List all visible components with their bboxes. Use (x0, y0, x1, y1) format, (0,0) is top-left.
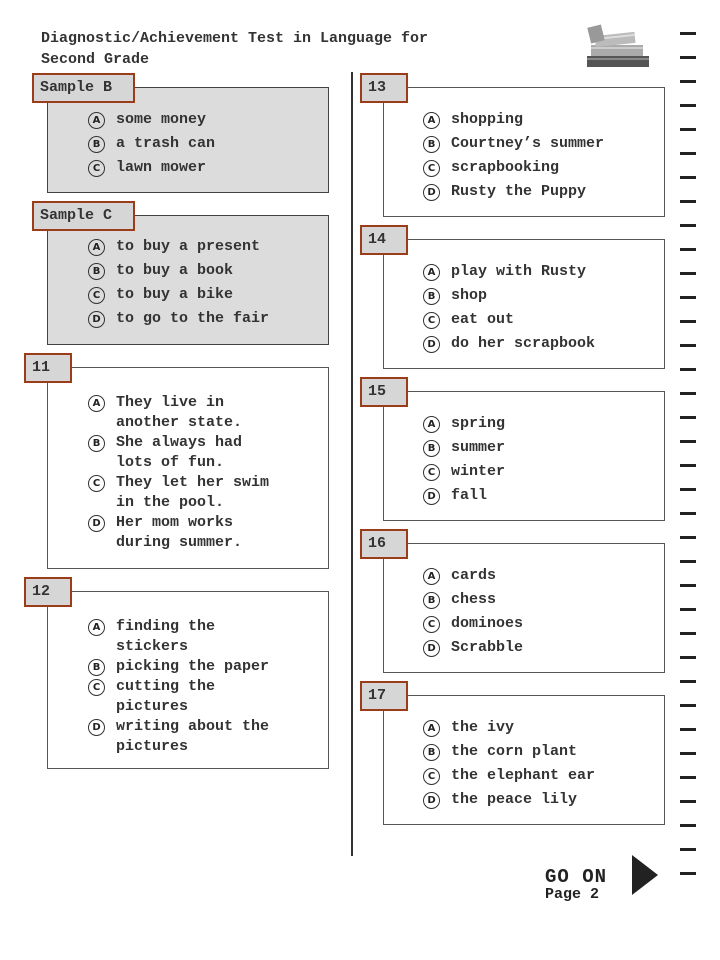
answer-bubble-d[interactable]: D (88, 311, 105, 328)
answer-bubble-c[interactable]: C (423, 616, 440, 633)
answer-text: to go to the fair (116, 310, 270, 327)
options-17 (423, 718, 595, 814)
answer-text: eat out (451, 311, 515, 328)
answer-option-d[interactable] (423, 486, 505, 506)
answer-bubble-b[interactable]: B (88, 435, 105, 452)
answer-option-b[interactable] (423, 590, 523, 610)
margin-tick (680, 752, 696, 755)
answer-bubble-a[interactable]: A (423, 264, 440, 281)
answer-text: to buy a book (116, 262, 234, 279)
answer-option-d[interactable] (423, 790, 595, 810)
answer-bubble-c[interactable]: C (88, 160, 105, 177)
margin-tick (680, 224, 696, 227)
answer-bubble-a[interactable]: A (88, 112, 105, 129)
answer-bubble-b[interactable]: B (423, 744, 440, 761)
margin-tick (680, 632, 696, 635)
question-label-15: 15 (360, 377, 408, 407)
arrow-right-icon[interactable] (632, 855, 658, 895)
question-label-11: 11 (24, 353, 72, 383)
answer-bubble-d[interactable]: D (423, 336, 440, 353)
answer-text: scrapbooking (451, 159, 560, 176)
answer-text: finding the stickers (116, 618, 216, 655)
answer-option-b[interactable] (88, 433, 269, 473)
question-label-sample-c: Sample C (32, 201, 135, 231)
margin-tick (680, 296, 696, 299)
answer-text: a trash can (116, 135, 216, 152)
margin-tick (680, 872, 696, 875)
answer-option-a[interactable] (88, 110, 215, 130)
answer-bubble-c[interactable]: C (88, 475, 105, 492)
answer-bubble-c[interactable]: C (423, 160, 440, 177)
answer-bubble-a[interactable]: A (88, 619, 105, 636)
answer-text: They live in another state. (116, 394, 243, 431)
answer-option-b[interactable] (88, 261, 269, 281)
answer-text: Scrabble (451, 639, 524, 656)
options-13 (423, 110, 604, 206)
answer-text: spring (451, 415, 506, 432)
answer-bubble-b[interactable]: B (88, 136, 105, 153)
answer-text: Courtney’s summer (451, 135, 605, 152)
answer-option-c[interactable] (88, 158, 215, 178)
answer-option-b[interactable] (88, 657, 269, 677)
answer-option-a[interactable] (88, 393, 269, 433)
answer-text: lawn mower (116, 159, 207, 176)
margin-tick (680, 824, 696, 827)
answer-bubble-d[interactable]: D (423, 792, 440, 809)
answer-option-c[interactable] (88, 473, 269, 513)
margin-tick (680, 416, 696, 419)
stacked-books-icon (583, 24, 653, 70)
margin-tick (680, 440, 696, 443)
answer-bubble-b[interactable]: B (423, 592, 440, 609)
answer-text: some money (116, 111, 207, 128)
answer-option-c[interactable] (88, 285, 269, 305)
answer-option-c[interactable] (423, 158, 604, 178)
answer-bubble-c[interactable]: C (88, 679, 105, 696)
question-label-13: 13 (360, 73, 408, 103)
options-sample-b (88, 110, 215, 182)
answer-bubble-a[interactable]: A (423, 720, 440, 737)
answer-option-a[interactable] (423, 718, 595, 738)
answer-text: shopping (451, 111, 524, 128)
answer-text: summer (451, 439, 506, 456)
margin-tick (680, 656, 696, 659)
go-on-label: GO ON (545, 866, 608, 888)
margin-tick (680, 464, 696, 467)
margin-tick (680, 800, 696, 803)
margin-tick (680, 104, 696, 107)
answer-text: cutting the pictures (116, 678, 216, 715)
margin-tick (680, 608, 696, 611)
answer-bubble-d[interactable]: D (423, 640, 440, 657)
answer-option-d[interactable] (423, 182, 604, 202)
answer-option-a[interactable] (423, 566, 523, 586)
answer-option-a[interactable] (423, 262, 595, 282)
page-title: Diagnostic/Achievement Test in Language for Second Grade (41, 30, 429, 68)
answer-bubble-b[interactable]: B (423, 440, 440, 457)
answer-option-d[interactable] (88, 717, 269, 757)
answer-option-b[interactable] (423, 438, 505, 458)
answer-text: picking the paper (116, 658, 270, 675)
margin-tick (680, 368, 696, 371)
options-15 (423, 414, 505, 510)
margin-tick (680, 728, 696, 731)
answer-text: They let her swim in the pool. (116, 474, 270, 511)
margin-tick (680, 848, 696, 851)
answer-bubble-b[interactable]: B (88, 659, 105, 676)
answer-bubble-b[interactable]: B (423, 288, 440, 305)
answer-text: play with Rusty (451, 263, 587, 280)
options-12 (88, 617, 269, 757)
answer-option-c[interactable] (423, 310, 595, 330)
answer-option-a[interactable] (423, 110, 604, 130)
answer-option-d[interactable] (423, 638, 523, 658)
question-label-16: 16 (360, 529, 408, 559)
answer-bubble-a[interactable]: A (423, 416, 440, 433)
answer-bubble-d[interactable]: D (88, 515, 105, 532)
margin-tick (680, 344, 696, 347)
question-label-sample-b: Sample B (32, 73, 135, 103)
margin-tick (680, 176, 696, 179)
answer-text: shop (451, 287, 488, 304)
question-label-14: 14 (360, 225, 408, 255)
answer-text: to buy a present (116, 238, 261, 255)
answer-text: winter (451, 463, 506, 480)
margin-tick (680, 80, 696, 83)
answer-option-b[interactable] (88, 134, 215, 154)
answer-bubble-d[interactable]: D (88, 719, 105, 736)
answer-text: do her scrapbook (451, 335, 596, 352)
margin-tick (680, 248, 696, 251)
margin-tick (680, 704, 696, 707)
options-11 (88, 393, 269, 553)
answer-text: the peace lily (451, 791, 578, 808)
answer-bubble-d[interactable]: D (423, 184, 440, 201)
answer-bubble-c[interactable]: C (423, 768, 440, 785)
answer-text: cards (451, 567, 497, 584)
answer-option-c[interactable] (423, 614, 523, 634)
answer-option-d[interactable] (423, 334, 595, 354)
answer-bubble-a[interactable]: A (88, 395, 105, 412)
margin-tick (680, 32, 696, 35)
answer-option-b[interactable] (423, 134, 604, 154)
answer-bubble-a[interactable]: A (423, 112, 440, 129)
margin-tick (680, 776, 696, 779)
answer-bubble-b[interactable]: B (88, 263, 105, 280)
margin-tick (680, 392, 696, 395)
answer-bubble-c[interactable]: C (423, 464, 440, 481)
column-divider (351, 72, 353, 856)
answer-bubble-c[interactable]: C (423, 312, 440, 329)
options-16 (423, 566, 523, 662)
margin-tick (680, 584, 696, 587)
answer-option-c[interactable] (88, 677, 269, 717)
answer-option-b[interactable] (423, 742, 595, 762)
answer-option-c[interactable] (423, 462, 505, 482)
answer-text: She always had lots of fun. (116, 434, 243, 471)
answer-margin-ticks (680, 24, 698, 884)
answer-option-a[interactable] (88, 617, 269, 657)
question-label-17: 17 (360, 681, 408, 711)
answer-bubble-b[interactable]: B (423, 136, 440, 153)
answer-text: the corn plant (451, 743, 578, 760)
answer-option-c[interactable] (423, 766, 595, 786)
margin-tick (680, 200, 696, 203)
answer-text: the ivy (451, 719, 515, 736)
answer-bubble-c[interactable]: C (88, 287, 105, 304)
margin-tick (680, 320, 696, 323)
margin-tick (680, 488, 696, 491)
answer-text: Her mom works during summer. (116, 514, 243, 551)
answer-text: writing about the pictures (116, 718, 270, 755)
answer-text: Rusty the Puppy (451, 183, 587, 200)
answer-option-a[interactable] (88, 237, 269, 257)
answer-option-a[interactable] (423, 414, 505, 434)
answer-bubble-d[interactable]: D (423, 488, 440, 505)
margin-tick (680, 560, 696, 563)
margin-tick (680, 152, 696, 155)
answer-text: dominoes (451, 615, 524, 632)
margin-tick (680, 512, 696, 515)
margin-tick (680, 128, 696, 131)
answer-text: the elephant ear (451, 767, 596, 784)
answer-option-d[interactable] (88, 309, 269, 329)
answer-bubble-a[interactable]: A (423, 568, 440, 585)
margin-tick (680, 536, 696, 539)
answer-text: chess (451, 591, 497, 608)
options-14 (423, 262, 595, 358)
options-sample-c (88, 237, 269, 333)
answer-option-d[interactable] (88, 513, 269, 553)
page-number: Page 2 (545, 886, 600, 903)
margin-tick (680, 272, 696, 275)
answer-text: to buy a bike (116, 286, 234, 303)
margin-tick (680, 56, 696, 59)
answer-text: fall (451, 487, 488, 504)
answer-bubble-a[interactable]: A (88, 239, 105, 256)
answer-option-b[interactable] (423, 286, 595, 306)
question-label-12: 12 (24, 577, 72, 607)
margin-tick (680, 680, 696, 683)
